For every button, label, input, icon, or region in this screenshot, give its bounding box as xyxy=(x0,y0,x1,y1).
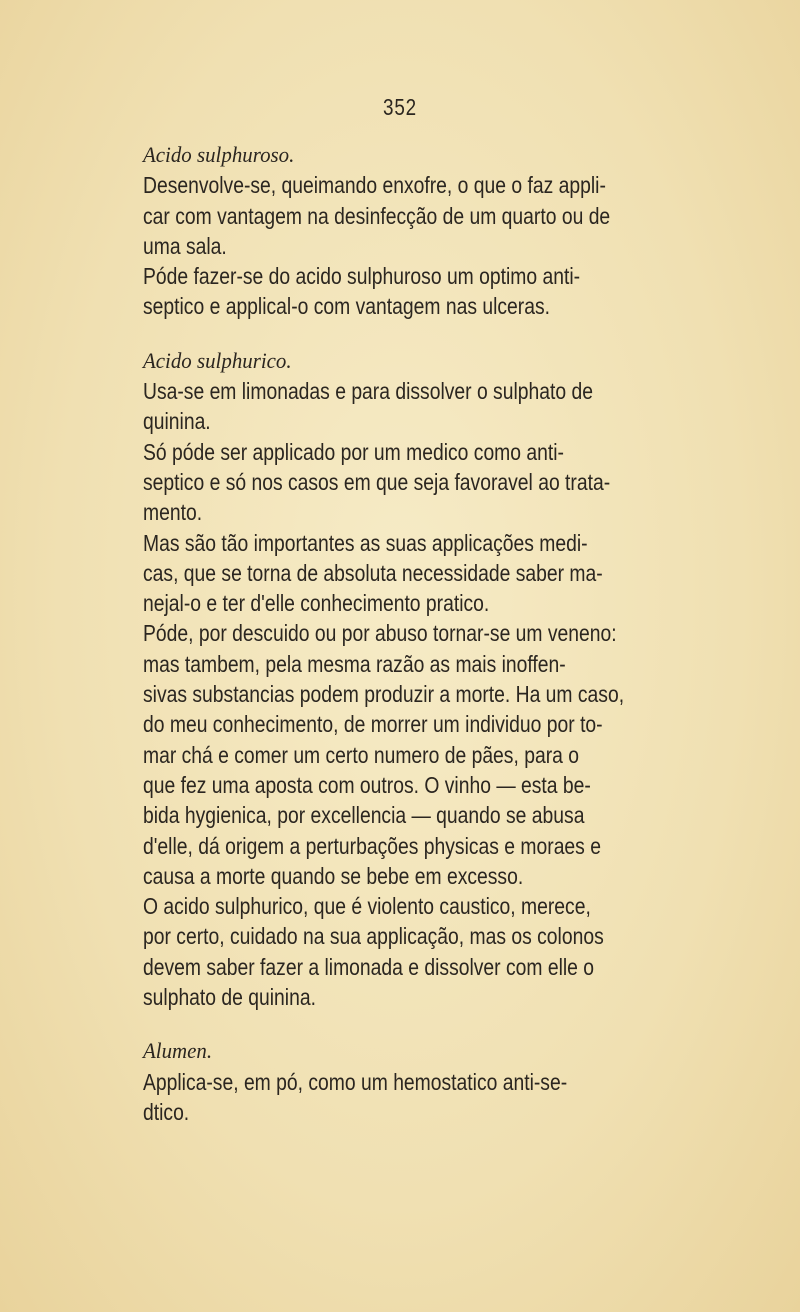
text-line: causa a morte quando se bebe em excesso. xyxy=(143,862,524,889)
section-gap xyxy=(143,1012,758,1036)
page-content xyxy=(143,140,758,1127)
section-acido-sulphurico xyxy=(143,346,758,1013)
text-line: septico e applical-o com vantagem nas ulceras. xyxy=(143,293,551,320)
text-line: do meu conhecimento, de morrer um individuo por to- xyxy=(143,711,603,738)
text-line: O acido sulphurico, que é violento caustico, merece, xyxy=(143,893,591,920)
text-line: Applica-se, em pó, como um hemostatico anti-se- xyxy=(143,1068,568,1095)
section-heading: Acido sulphuroso. xyxy=(143,142,295,167)
text-line: bida hygienica, por excellencia — quando se abusa xyxy=(143,802,585,829)
text-line: sivas substancias podem produzir a morte. Ha um caso, xyxy=(143,681,625,708)
text-line: quinina. xyxy=(143,408,211,435)
text-line: uma sala. xyxy=(143,232,227,259)
text-line: Usa-se em limonadas e para dissolver o sulphato de xyxy=(143,378,593,405)
section-gap xyxy=(143,322,758,346)
text-line: septico e só nos casos em que seja favoravel ao trata- xyxy=(143,468,611,495)
text-line: sulphato de quinina. xyxy=(143,984,316,1011)
text-line: Póde fazer-se do acido sulphuroso um optimo anti- xyxy=(143,263,581,290)
section-alumen xyxy=(143,1036,758,1127)
text-line: car com vantagem na desinfecção de um quarto ou de xyxy=(143,202,611,229)
text-line: mar chá e comer um certo numero de pães, para o xyxy=(143,741,579,768)
text-line: que fez uma aposta com outros. O vinho — esta be- xyxy=(143,771,591,798)
section-acido-sulphuroso xyxy=(143,140,758,322)
text-line: cas, que se torna de absoluta necessidade saber ma- xyxy=(143,559,603,586)
text-line: mento. xyxy=(143,499,203,526)
text-line: devem saber fazer a limonada e dissolver com elle o xyxy=(143,953,595,980)
text-line: Mas são tão importantes as suas applicações medi- xyxy=(143,529,588,556)
text-line: nejal-o e ter d'elle conhecimento pratico. xyxy=(143,590,490,617)
text-line: Desenvolve-se, queimando enxofre, o que o faz appli- xyxy=(143,172,606,199)
section-heading: Acido sulphurico. xyxy=(143,347,292,373)
text-line: por certo, cuidado na sua applicação, mas os colonos xyxy=(143,923,604,950)
text-line: d'elle, dá origem a perturbações physicas e moraes e xyxy=(143,832,601,859)
text-line: dtico. xyxy=(143,1098,190,1125)
text-line: Só póde ser applicado por um medico como anti- xyxy=(143,438,564,465)
text-line: mas tambem, pela mesma razão as mais inoffen- xyxy=(143,650,566,677)
text-line: Póde, por descuido ou por abuso tornar-se um veneno: xyxy=(143,620,617,647)
section-heading: Alumen. xyxy=(143,1038,213,1064)
page-number: 352 xyxy=(383,94,417,120)
